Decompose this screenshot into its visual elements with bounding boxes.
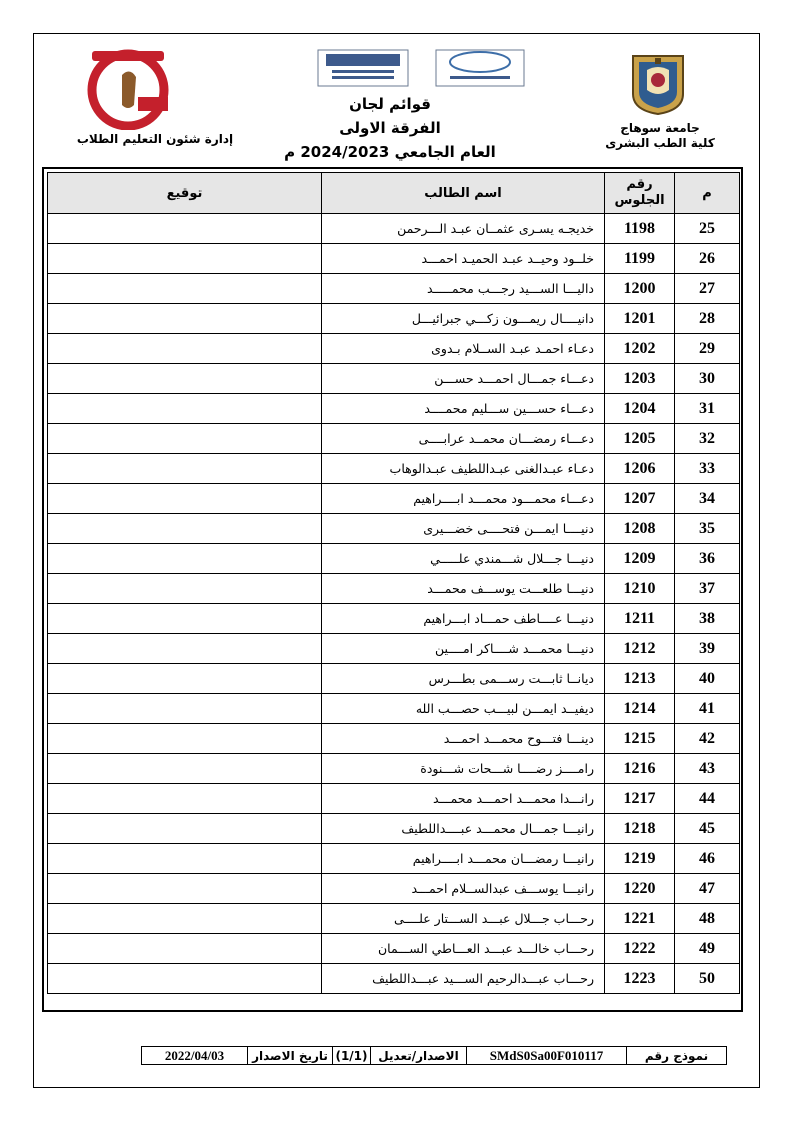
student-name: رانيـــا جمـــال محمـــد عبــــداللطيف	[322, 814, 605, 844]
row-number: 49	[675, 934, 740, 964]
seat-number: 1212	[605, 634, 675, 664]
signature-cell	[48, 544, 322, 574]
signature-cell	[48, 694, 322, 724]
table-row	[48, 454, 740, 484]
seat-number: 1216	[605, 754, 675, 784]
footer-edition-label: الاصدار/تعديل	[370, 1046, 466, 1065]
seat-number: 1200	[605, 274, 675, 304]
student-name: دينـــا فتـــوح محمـــد احمـــد	[322, 724, 605, 754]
signature-cell	[48, 874, 322, 904]
signature-cell	[48, 964, 322, 994]
signature-cell	[48, 304, 322, 334]
student-name: رانـــدا محمـــد احمـــد محمـــد	[322, 784, 605, 814]
seat-number: 1215	[605, 724, 675, 754]
table-row	[48, 904, 740, 934]
seat-number: 1201	[605, 304, 675, 334]
signature-cell	[48, 664, 322, 694]
footer-form-label: نموذج رقم	[626, 1046, 727, 1065]
signature-cell	[48, 424, 322, 454]
student-name: دعـــاء حســـين ســـليم محمــــد	[322, 394, 605, 424]
seat-number: 1207	[605, 484, 675, 514]
table-row	[48, 844, 740, 874]
seat-number: 1209	[605, 544, 675, 574]
row-number: 50	[675, 964, 740, 994]
table-row	[48, 304, 740, 334]
header-num: م	[675, 173, 740, 214]
seat-number: 1203	[605, 364, 675, 394]
row-number: 45	[675, 814, 740, 844]
student-name: خلــود وحيــد عبـد الحميـد احمـــد	[322, 244, 605, 274]
seat-number: 1222	[605, 934, 675, 964]
table-row	[48, 274, 740, 304]
seat-number: 1205	[605, 424, 675, 454]
signature-cell	[48, 244, 322, 274]
table-row	[48, 694, 740, 724]
row-number: 37	[675, 574, 740, 604]
university-logo	[625, 50, 691, 116]
signature-cell	[48, 754, 322, 784]
row-number: 25	[675, 214, 740, 244]
header-student-name: اسم الطالب	[322, 173, 605, 214]
seat-number: 1217	[605, 784, 675, 814]
signature-cell	[48, 844, 322, 874]
table-row	[48, 334, 740, 364]
row-number: 44	[675, 784, 740, 814]
table-row	[48, 724, 740, 754]
row-number: 43	[675, 754, 740, 784]
table-row	[48, 784, 740, 814]
signature-cell	[48, 904, 322, 934]
table-row	[48, 514, 740, 544]
signature-cell	[48, 484, 322, 514]
row-number: 46	[675, 844, 740, 874]
row-number: 29	[675, 334, 740, 364]
title-committee-lists: قوائم لجان	[349, 95, 431, 113]
student-name: ديانــا ثابـــت رســـمى بطـــرس	[322, 664, 605, 694]
seat-number: 1211	[605, 604, 675, 634]
seat-number: 1210	[605, 574, 675, 604]
row-number: 32	[675, 424, 740, 454]
row-number: 31	[675, 394, 740, 424]
table-row	[48, 364, 740, 394]
row-number: 40	[675, 664, 740, 694]
footer-date-value: 2022/04/03	[141, 1046, 247, 1065]
signature-cell	[48, 364, 322, 394]
student-name: دنيـــا طلعـــت يوســـف محمـــد	[322, 574, 605, 604]
table-row	[48, 604, 740, 634]
signature-cell	[48, 274, 322, 304]
student-name: رحـــاب خالـــد عبـــد العـــاطي الســـمان	[322, 934, 605, 964]
seat-number: 1204	[605, 394, 675, 424]
table-row	[48, 574, 740, 604]
student-name: دعـــاء رمضـــان محمــد عرابــــى	[322, 424, 605, 454]
student-name: رامــــز رضــــا شـــحات شـــنودة	[322, 754, 605, 784]
row-number: 35	[675, 514, 740, 544]
student-name: دعـاء عبـدالغنى عبـداللطيف عبـدالوهاب	[322, 454, 605, 484]
table-row	[48, 814, 740, 844]
footer-date-label: تاريخ الاصدار	[247, 1046, 332, 1065]
document-titles	[250, 92, 530, 164]
row-number: 26	[675, 244, 740, 274]
certification-logos	[316, 48, 526, 88]
footer-form-code: SMdS0Sa00F010117	[466, 1046, 626, 1065]
title-year-level: الفرقة الاولى	[339, 119, 441, 137]
signature-cell	[48, 604, 322, 634]
seat-number: 1202	[605, 334, 675, 364]
table-row	[48, 754, 740, 784]
student-name: دعـــاء جمـــال احمـــد حســـن	[322, 364, 605, 394]
seat-number: 1214	[605, 694, 675, 724]
students-table-frame	[42, 167, 743, 1012]
seat-number: 1223	[605, 964, 675, 994]
student-affairs-logo	[78, 45, 178, 130]
row-number: 42	[675, 724, 740, 754]
table-row	[48, 484, 740, 514]
signature-cell	[48, 814, 322, 844]
student-name: دنيــــا ايمـــن فتحــــى خضـــيرى	[322, 514, 605, 544]
header-seat-number: رقم الجلوس	[605, 173, 675, 214]
row-number: 27	[675, 274, 740, 304]
row-number: 30	[675, 364, 740, 394]
form-footer	[82, 1046, 727, 1065]
student-name: دنيـــا عــــاطف حمـــاد ابـــراهيم	[322, 604, 605, 634]
table-header-row	[48, 173, 740, 214]
student-name: دنيـــا محمـــد شــــاكر امــــين	[322, 634, 605, 664]
row-number: 48	[675, 904, 740, 934]
row-number: 39	[675, 634, 740, 664]
table-row	[48, 934, 740, 964]
student-name: رانيـــا يوســـف عبدالســلام احمـــد	[322, 874, 605, 904]
student-affairs-label: إدارة شئون التعليم الطلاب	[76, 132, 234, 146]
row-number: 36	[675, 544, 740, 574]
row-number: 33	[675, 454, 740, 484]
seat-number: 1213	[605, 664, 675, 694]
student-name: دعـــاء محمـــود محمـــد ابــــراهيم	[322, 484, 605, 514]
table-row	[48, 664, 740, 694]
seat-number: 1198	[605, 214, 675, 244]
student-name: رحـــاب جـــلال عبـــد الســـتار علــــى	[322, 904, 605, 934]
row-number: 38	[675, 604, 740, 634]
table-row	[48, 874, 740, 904]
row-number: 34	[675, 484, 740, 514]
signature-cell	[48, 214, 322, 244]
table-row	[48, 214, 740, 244]
table-row	[48, 634, 740, 664]
seat-number: 1206	[605, 454, 675, 484]
seat-number: 1220	[605, 874, 675, 904]
footer-edition-value: (1/1)	[332, 1046, 370, 1065]
student-name: دعـاء احمـد عبـد الســلام بـدوى	[322, 334, 605, 364]
signature-cell	[48, 334, 322, 364]
row-number: 41	[675, 694, 740, 724]
table-row	[48, 964, 740, 994]
students-table	[47, 172, 740, 994]
signature-cell	[48, 724, 322, 754]
seat-number: 1221	[605, 904, 675, 934]
signature-cell	[48, 574, 322, 604]
row-number: 28	[675, 304, 740, 334]
student-name: دانيــــال ريمـــون زكـــي جبرائيـــل	[322, 304, 605, 334]
signature-cell	[48, 784, 322, 814]
signature-cell	[48, 514, 322, 544]
signature-cell	[48, 394, 322, 424]
signature-cell	[48, 454, 322, 484]
student-name: داليـــا الســـيد رجـــب محمـــــد	[322, 274, 605, 304]
seat-number: 1218	[605, 814, 675, 844]
university-name	[590, 121, 730, 151]
student-name: خديجـه يسـرى عثمــان عبـد الـــرحمن	[322, 214, 605, 244]
seat-number: 1199	[605, 244, 675, 274]
seat-number: 1208	[605, 514, 675, 544]
seat-number: 1219	[605, 844, 675, 874]
title-academic-year: العام الجامعي 2024/2023 م	[284, 143, 496, 161]
signature-cell	[48, 634, 322, 664]
student-name: رانيـــا رمضـــان محمـــد ابــــراهيم	[322, 844, 605, 874]
student-name: دنيـــا جـــلال شـــمندي علـــــي	[322, 544, 605, 574]
student-name: رحـــاب عبـــدالرحيم الســـيد عبـــداللطيف	[322, 964, 605, 994]
table-row	[48, 394, 740, 424]
table-row	[48, 544, 740, 574]
faculty-line: كلية الطب البشرى	[605, 136, 715, 150]
university-line-1: جامعة سوهاج	[620, 121, 700, 135]
student-name: ديفيــد ايمـــن لبيـــب حصـــب الله	[322, 694, 605, 724]
table-row	[48, 424, 740, 454]
row-number: 47	[675, 874, 740, 904]
header-signature: توقيع	[48, 173, 322, 214]
table-row	[48, 244, 740, 274]
signature-cell	[48, 934, 322, 964]
